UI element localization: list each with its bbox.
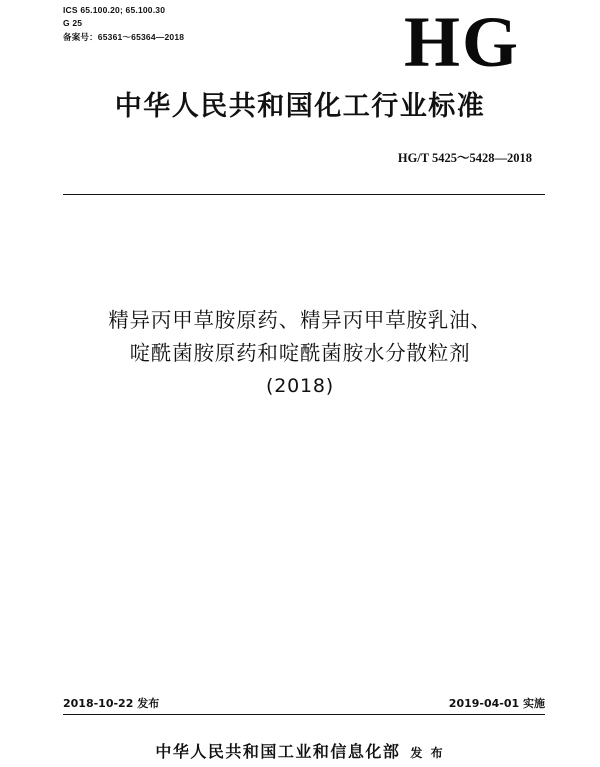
publish-label: 发 布 bbox=[410, 746, 445, 760]
title-line-2: 啶酰菌胺原药和啶酰菌胺水分散粒剂 bbox=[129, 341, 471, 365]
standard-number: HG/T 5425～5428—2018 bbox=[397, 151, 532, 165]
publisher-line bbox=[0, 741, 600, 764]
ccs-code: G 25 bbox=[63, 18, 83, 28]
top-divider bbox=[63, 194, 545, 195]
bottom-divider bbox=[63, 714, 545, 715]
title-year: (2018) bbox=[266, 375, 334, 397]
implementation-date: 2019-04-01 实施 bbox=[448, 697, 545, 710]
filing-number: 备案号：65361～65364—2018 bbox=[63, 32, 185, 42]
standard-category-title: 中华人民共和国化工行业标准 bbox=[114, 91, 486, 122]
document-title bbox=[0, 304, 600, 403]
title-line-1: 精异丙甲草胺原药、精异丙甲草胺乳油、 bbox=[108, 308, 492, 332]
publisher-name: 中华人民共和国工业和信息化部 bbox=[155, 742, 401, 761]
hg-logo: HG bbox=[403, 2, 520, 82]
issue-date: 2018-10-22 发布 bbox=[63, 697, 160, 710]
ics-code: ICS 65.100.20; 65.100.30 bbox=[63, 5, 166, 15]
